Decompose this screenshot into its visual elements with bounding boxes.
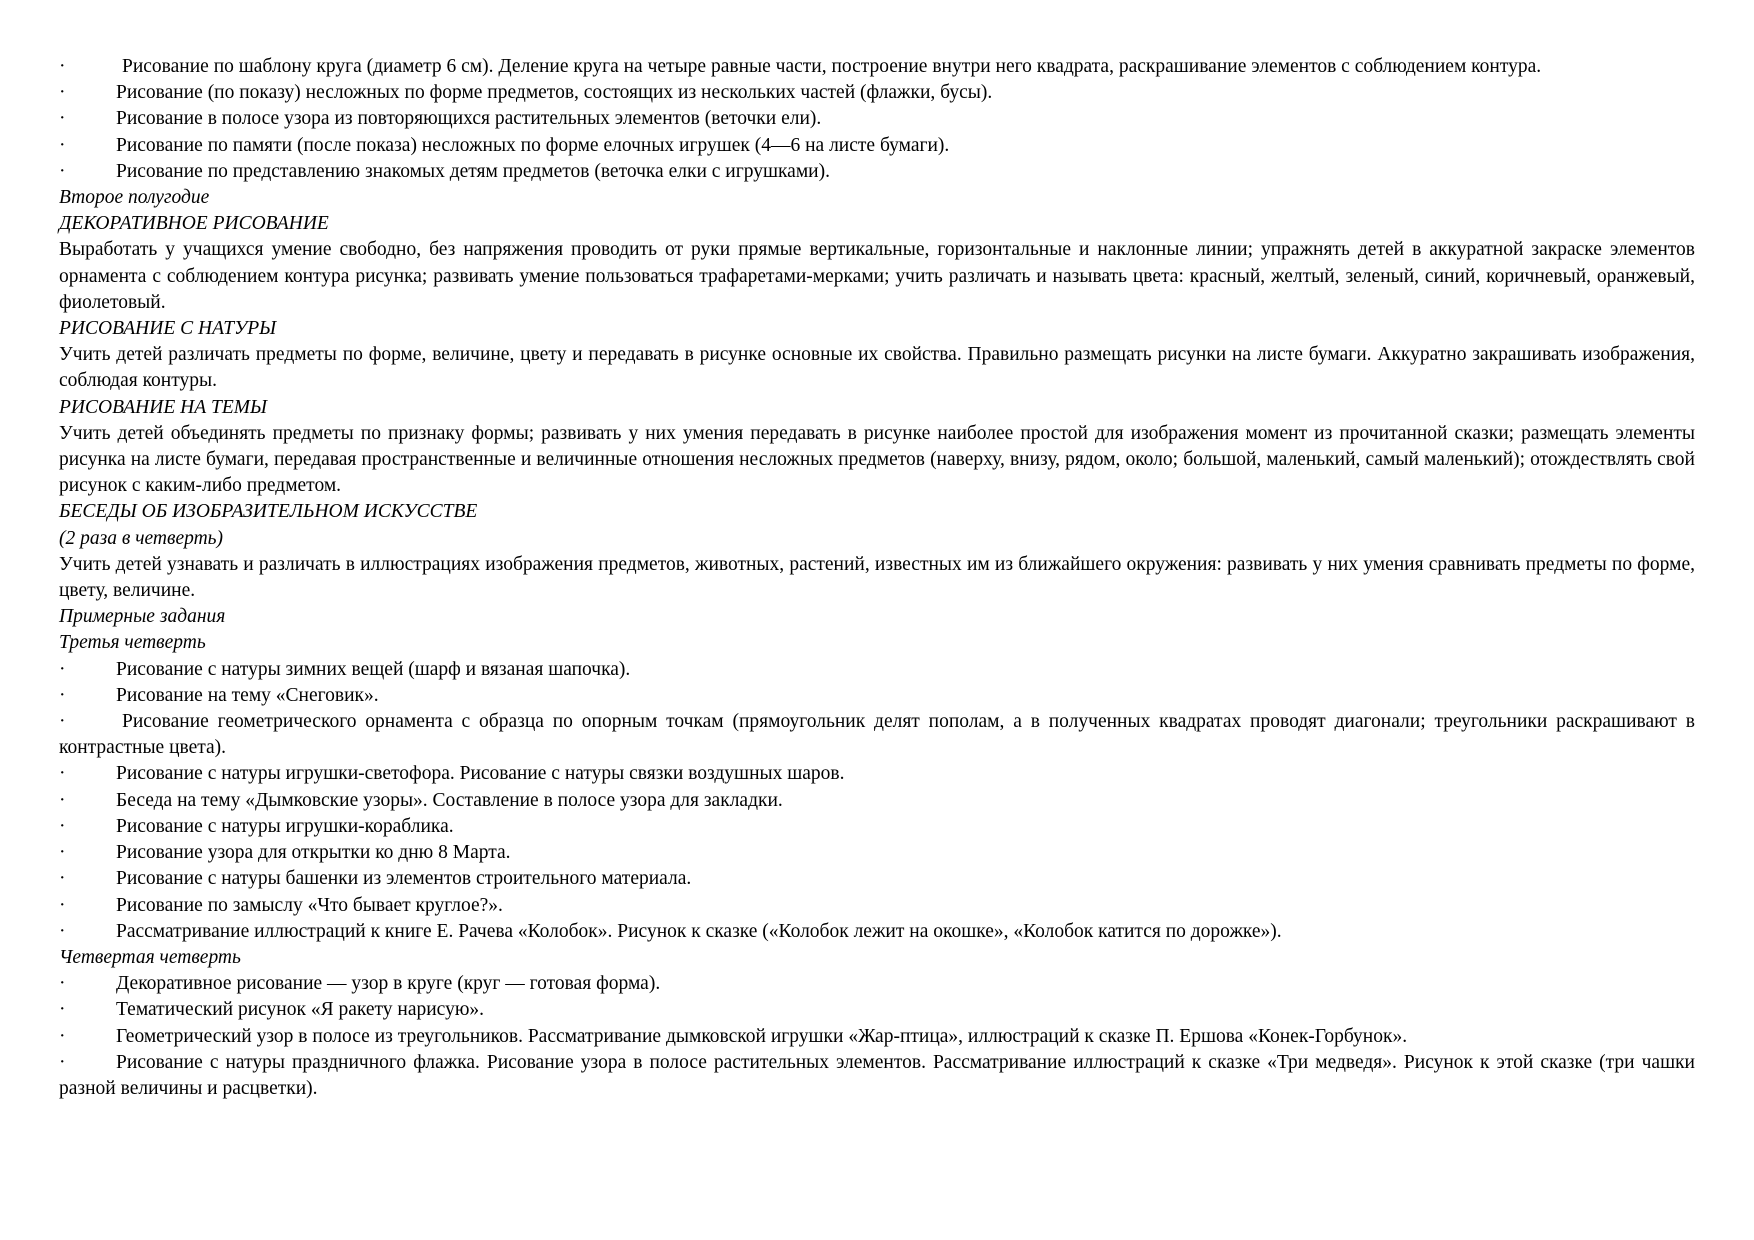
section-heading-talks-frequency: (2 раза в четверть)	[59, 527, 224, 549]
bullet: ·	[59, 999, 66, 1021]
list-item-text: Рисование по шаблону круга (диаметр 6 см). Деление круга на четыре равные части, построение внутри него квадрата, раскрашивание элементов с соблюдением контура.	[122, 56, 1542, 77]
list-item-text: Рисование на тему «Снеговик».	[116, 684, 379, 706]
bullet: ·	[59, 658, 66, 680]
bullet: ·	[59, 815, 66, 837]
bullet: ·	[59, 134, 66, 156]
section-heading-tasks: Примерные задания	[59, 606, 226, 628]
list-item-text: Рисование узора для открытки ко дню 8 Марта.	[116, 842, 511, 864]
list-item-text: Рисование в полосе узора из повторяющихся растительных элементов (веточки ели).	[116, 108, 822, 130]
bullet: ·	[59, 1025, 66, 1047]
list-item-text: Рисование с натуры игрушки-кораблика.	[116, 815, 454, 837]
list-item-text: Рисование с натуры башенки из элементов строительного материала.	[116, 868, 692, 890]
list-item	[59, 54, 1695, 80]
list-item	[59, 866, 1695, 892]
list-item	[59, 788, 1695, 814]
paragraph-nature: Учить детей различать предметы по форме, величине, цвету и передавать в рисунке основные их свойства. Правильно размещать рисунки на листе бумаги. Аккуратно закрашивать изображения, соблюдая контуры.	[59, 344, 1695, 392]
paragraph-themes: Учить детей объединять предметы по признаку формы; развивать у них умения передавать в рисунке наиболее простой для изображения момент из прочитанной сказки; размещать элементы рисунка на листе бумаги, передавая пространственные и величинные отношения несложных предметов (наверху, внизу, рядом, около; большой, маленький, самый маленький); отождествлять свой рисунок с каким-либо предметом.	[59, 422, 1695, 497]
bullet: ·	[59, 920, 66, 942]
bullet: ·	[59, 1051, 66, 1073]
list-item-text: Рассматривание иллюстраций к книге Е. Рачева «Колобок». Рисунок к сказке («Колобок лежит на окошке», «Колобок катится по дорожке»).	[116, 920, 1282, 942]
bullet: ·	[59, 160, 66, 182]
list-item-text: Рисование геометрического орнамента с образца по опорным точкам (прямоугольник делят пополам, а в полученных квадратах проводят диагонали; треугольники раскрашивают в контрастные цвета).	[59, 711, 1695, 759]
list-item-text: Декоративное рисование — узор в круге (круг — готовая форма).	[116, 973, 661, 995]
list-item-text: Тематический рисунок «Я ракету нарисую».	[116, 999, 485, 1021]
list-item	[59, 1024, 1695, 1050]
bullet: ·	[59, 894, 66, 916]
list-item-text: Рисование по памяти (после показа) несложных по форме елочных игрушек (4—6 на листе бумаги).	[116, 134, 950, 156]
list-item	[59, 80, 1695, 106]
list-item	[59, 709, 1695, 761]
list-item-text: Рисование с натуры праздничного флажка. Рисование узора в полосе растительных элементов. Рассматривание иллюстраций к сказке «Три медведя». Рисунок к этой сказке (три чашки разной величины и расцветки).	[59, 1051, 1695, 1099]
list-item	[59, 683, 1695, 709]
section-heading-themes: РИСОВАНИЕ НА ТЕМЫ	[59, 396, 267, 418]
section-heading-fourth-quarter: Четвертая четверть	[59, 946, 241, 968]
bullet: ·	[59, 868, 66, 890]
list-item	[59, 106, 1695, 132]
section-heading-third-quarter: Третья четверть	[59, 632, 206, 654]
list-item	[59, 971, 1695, 997]
bullet: ·	[59, 973, 66, 995]
list-item	[59, 133, 1695, 159]
list-item-text: Рисование по замыслу «Что бывает круглое?».	[116, 894, 503, 916]
bullet: ·	[59, 108, 66, 130]
list-item-text: Рисование (по показу) несложных по форме предметов, состоящих из нескольких частей (флажки, бусы).	[116, 82, 993, 104]
bullet: ·	[59, 56, 66, 77]
list-item-text: Геометрический узор в полосе из треугольников. Рассматривание дымковской игрушки «Жар-птица», иллюстраций к сказке П. Ершова «Конек-Горбунок».	[116, 1025, 1408, 1047]
bullet: ·	[59, 842, 66, 864]
list-item	[59, 840, 1695, 866]
list-item	[59, 1050, 1695, 1102]
list-item	[59, 919, 1695, 945]
list-item-text: Беседа на тему «Дымковские узоры». Составление в полосе узора для закладки.	[116, 789, 783, 811]
section-heading-second-half: Второе полугодие	[59, 187, 210, 209]
section-heading-talks: БЕСЕДЫ ОБ ИЗОБРАЗИТЕЛЬНОМ ИСКУССТВЕ	[59, 501, 478, 523]
list-item-text: Рисование с натуры зимних вещей (шарф и вязаная шапочка).	[116, 658, 631, 680]
bullet: ·	[59, 711, 66, 733]
bullet: ·	[59, 789, 66, 811]
list-item	[59, 159, 1695, 185]
paragraph-talks: Учить детей узнавать и различать в иллюстрациях изображения предметов, животных, растений, известных им из ближайшего окружения: развивать у них умения сравнивать предметы по форме, цвету, величине.	[59, 553, 1695, 602]
section-heading-nature: РИСОВАНИЕ С НАТУРЫ	[59, 318, 277, 340]
section-heading-decorative: ДЕКОРАТИВНОЕ РИСОВАНИЕ	[59, 213, 329, 235]
list-item	[59, 814, 1695, 840]
paragraph-decorative: Выработать у учащихся умение свободно, без напряжения проводить от руки прямые вертикальные, горизонтальные и наклонные линии; упражнять детей в аккуратной закраске элементов орнамента с соблюдением контура рисунка; развивать умение пользоваться трафаретами-мерками; учить различать и называть цвета: красный, желтый, зеленый, синий, коричневый, оранжевый, фиолетовый.	[59, 239, 1695, 313]
list-item-text: Рисование с натуры игрушки-светофора. Рисование с натуры связки воздушных шаров.	[116, 763, 845, 785]
list-item	[59, 761, 1695, 787]
bullet: ·	[59, 763, 66, 785]
bullet: ·	[59, 684, 66, 706]
list-item	[59, 997, 1695, 1023]
bullet: ·	[59, 82, 66, 104]
list-item	[59, 893, 1695, 919]
list-item-text: Рисование по представлению знакомых детям предметов (веточка елки с игрушками).	[116, 160, 830, 182]
list-item	[59, 657, 1695, 683]
